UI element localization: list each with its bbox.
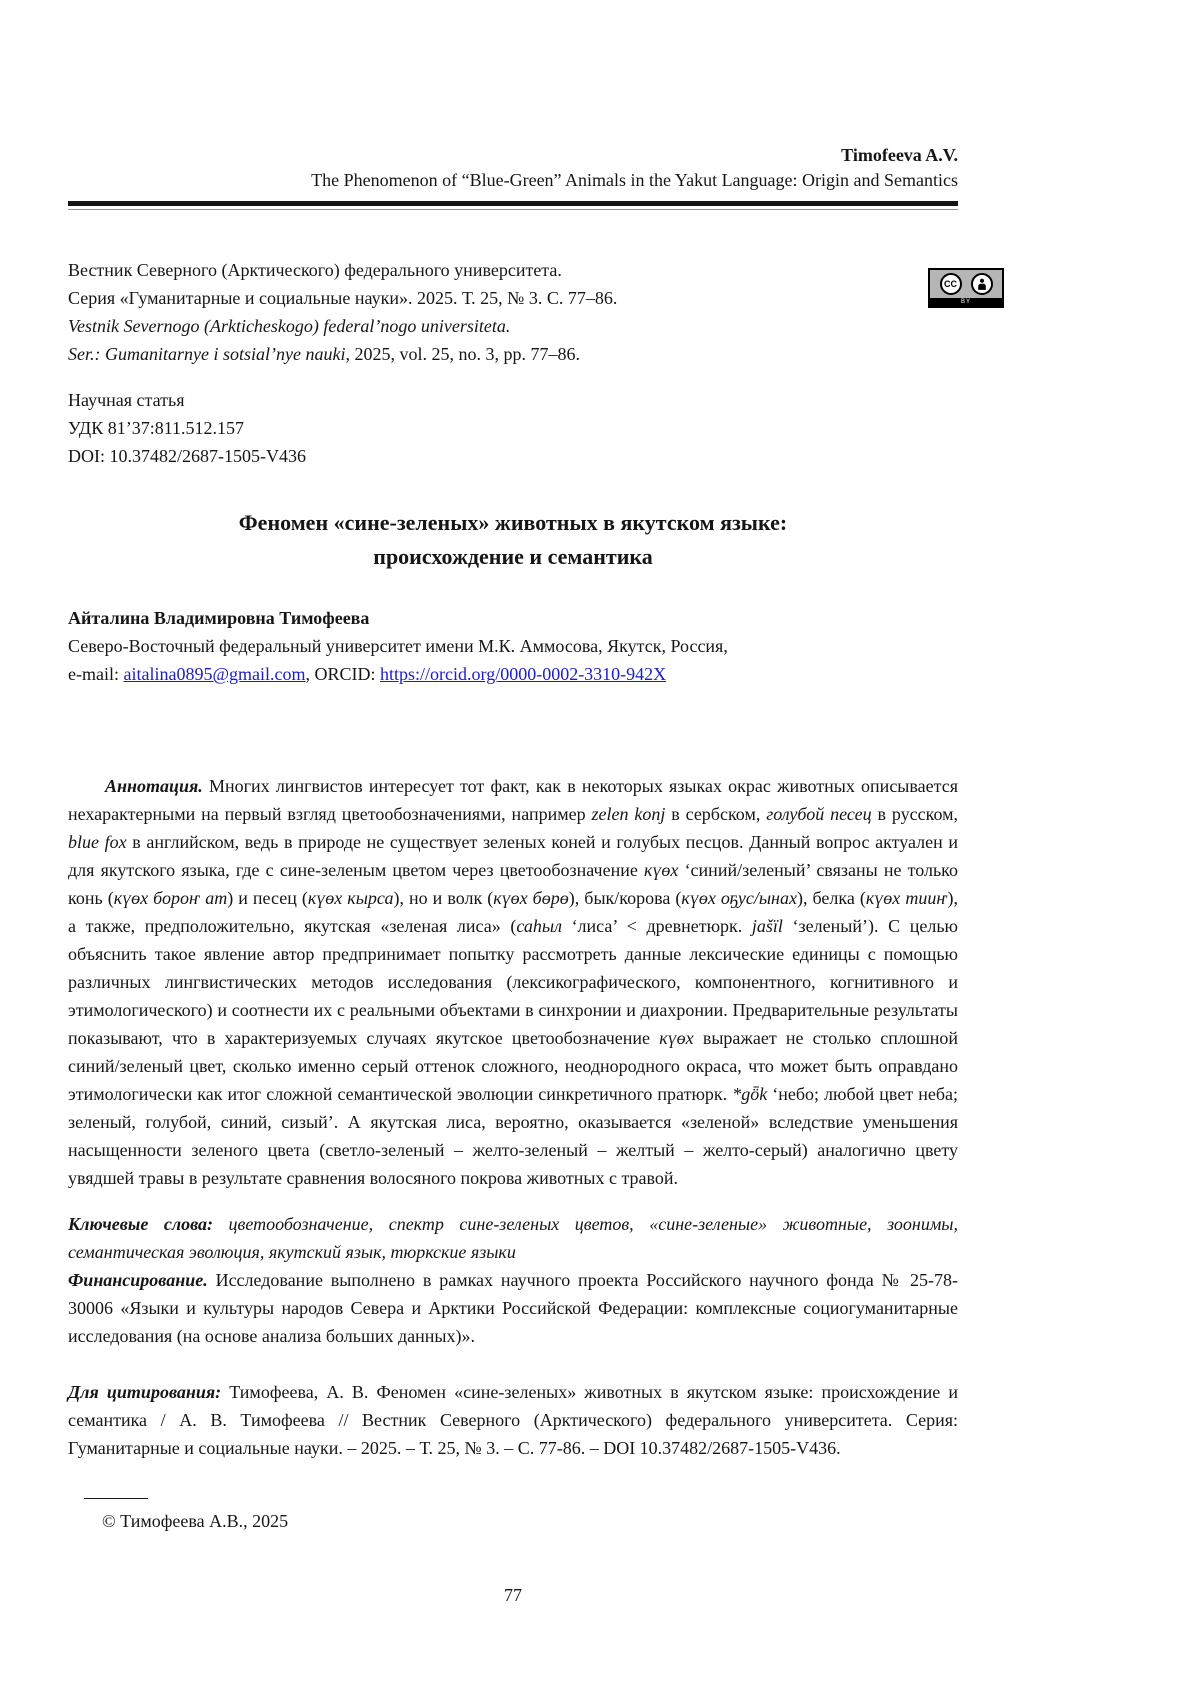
- text-segment: Тимофеева, А. В. Феномен «сине-зеленых» животных в якутском языке: происхождение и семантика / А. В. Тимофеева // Вестник Северного (Арктического) федерального университета. Серия: Гуманитарные и социальные науки. – 2025. – Т. 25, № 3. – С. 77-86. – DOI 10.37482/2687-1505-V436.: [68, 1382, 958, 1458]
- text-segment: Для цитирования:: [68, 1382, 222, 1402]
- udc-number: УДК 81’37:811.512.157: [68, 418, 245, 438]
- text-segment: выражает не столько сплошной синий/зеленый цвет, сколько именно серый оттенок сложного, неоднородного окраса, что может быть оправдано этимологически как итог сложной семантической эволюции синкретичного пратюрк.: [68, 1028, 959, 1104]
- article-meta-block: [68, 386, 958, 470]
- text-segment: ‘лиса’ < древнетюрк.: [561, 916, 752, 936]
- doi-number: DOI: 10.37482/2687-1505-V436: [68, 446, 306, 466]
- attribution-person-icon: [971, 273, 993, 295]
- footnote-rule: [84, 1498, 148, 1499]
- page-content: [68, 0, 971, 1609]
- article-title-line2: происхождение и семантика: [373, 544, 653, 569]
- header-rule-thick: [68, 201, 958, 206]
- text-segment: ‘синий/зеленый’ связаны не только конь (: [68, 860, 958, 908]
- text-segment: Исследование выполнено в рамках научного проекта Российского научного фонда № 25-78-30006 «Языки и культуры народов Севера и Арктики Российской Федерации: комплексные социогуманитарные исследования (на основе анализа больших данных)».: [68, 1270, 958, 1346]
- text-segment: ), бык/корова (: [568, 888, 682, 908]
- text-segment: в русском,: [871, 804, 958, 824]
- article-title-line1: Феномен «сине-зеленых» животных в якутском языке:: [238, 510, 788, 535]
- text-segment: Vestnik Severnogo (Arkticheskogo) federal’nogo universiteta.: [68, 316, 511, 336]
- journal-ref-ru-line2: Серия «Гуманитарные и социальные науки». 2025. Т. 25, № 3. С. 77–86.: [68, 288, 618, 308]
- text-segment: zelen konj: [591, 804, 666, 824]
- author-contact-line: [68, 660, 958, 688]
- text-segment: ), белка (: [796, 888, 866, 908]
- text-segment: күөх: [659, 1028, 694, 1048]
- article-type: Научная статья: [68, 390, 185, 410]
- copyright-note: © Тимофеева А.В., 2025: [102, 1511, 289, 1531]
- cc-by-badge: [928, 268, 1004, 308]
- text-segment: Многих лингвистов интересует тот факт, как в некоторых языках окрас животных описывается нехарактерными на первый взгляд цветообозначениями, например: [68, 776, 958, 824]
- author-affiliation: Северо-Восточный федеральный университет имени М.К. Аммосова, Якутск, Россия,: [68, 636, 728, 656]
- text-segment: цветообозначение, спектр сине-зеленых цветов, «сине-зеленые» животные, зоонимы, семантическая эволюция, якутский язык, тюркские языки: [68, 1214, 958, 1262]
- email-link[interactable]: aitalina0895@gmail.com: [123, 664, 306, 684]
- abstract-paragraph: [68, 772, 958, 1192]
- text-segment: , 2025, vol. 25, no. 3, pp. 77–86.: [345, 344, 580, 364]
- journal-ref-translit-line2: [68, 340, 958, 368]
- text-segment: *gȫk: [732, 1084, 768, 1104]
- text-segment: күөх тииҥ: [865, 888, 948, 908]
- text-segment: ), но и волк (: [393, 888, 494, 908]
- running-head-author: Timofeeva A.V.: [841, 145, 958, 165]
- author-block: [68, 604, 958, 688]
- text-segment: ‘небо; любой цвет неба; зеленый, голубой, синий, сизый’. А якутская лиса, вероятно, оказывается «зеленой» вследствие уменьшения насыщенности зеленого цвета (светло-зеленый – желто-зеленый – желтый – желто-серый) аналогично цвету увядшей травы в результате сравнения волосяного покрова животных с травой.: [68, 1084, 958, 1188]
- orcid-link[interactable]: https://orcid.org/0000-0002-3310-942X: [380, 664, 667, 684]
- text-segment: ) и песец (: [227, 888, 308, 908]
- text-segment: Финансирование.: [68, 1270, 208, 1290]
- author-name: Айталина Владимировна Тимофеева: [68, 608, 370, 628]
- text-segment: jašïl: [751, 916, 783, 936]
- text-segment: күөх кырса: [307, 888, 394, 908]
- text-segment: ‘зеленый’). С целью объяснить такое явление автор предпринимает попытку рассмотреть данные лексические единицы с помощью различных лингвистических методов исследования (лексикографического, компонентного, когнитивного и этимологического) и соотнести их с реальными объектами в синхронии и диахронии. Предварительные результаты показывают, что в характеризуемых случаях якутское цветообозначение: [68, 916, 958, 1048]
- funding-paragraph: [68, 1266, 958, 1350]
- cc-by-label: BY: [930, 298, 1002, 306]
- text-segment: Аннотация.: [105, 776, 203, 796]
- keywords-paragraph: [68, 1210, 958, 1266]
- citation-paragraph: [68, 1378, 958, 1462]
- journal-ref-translit-line1: [68, 312, 958, 340]
- text-segment: күөх: [644, 860, 679, 880]
- text-segment: күөх оҕус/ынах: [681, 888, 797, 908]
- text-segment: Ключевые слова:: [68, 1214, 213, 1234]
- text-segment: Ser.: Gumanitarnye i sotsial’nye nauki: [68, 344, 346, 364]
- copyright-footnote: [68, 1498, 958, 1535]
- text-segment: күөх бөрө: [493, 888, 569, 908]
- page-number: 77: [504, 1585, 522, 1605]
- running-head-title: The Phenomenon of “Blue-Green” Animals in the Yakut Language: Origin and Semantics: [311, 170, 958, 190]
- text-segment: blue fox: [68, 832, 127, 852]
- header-rule-thin: [68, 209, 958, 210]
- text-segment: ), а также, предположительно, якутская «зеленая лиса» (: [68, 888, 959, 936]
- text-segment: e-mail:: [68, 664, 124, 684]
- text-segment: в сербском,: [665, 804, 767, 824]
- journal-reference-block: [68, 256, 971, 368]
- text-segment: күөх бороҥ ат: [113, 888, 228, 908]
- text-segment: в английском, ведь в природе не существует зеленых коней и голубых песцов. Данный вопрос актуален и для якутского языка, где с сине-зеленым цветом через цветообозначение: [68, 832, 959, 880]
- text-segment: саһыл: [516, 916, 562, 936]
- running-head: [68, 144, 958, 192]
- cc-icon: CC: [940, 273, 962, 295]
- journal-ref-ru-line1: Вестник Северного (Арктического) федерального университета.: [68, 260, 562, 280]
- cc-badge-icons: [930, 270, 1002, 298]
- article-title: [68, 506, 958, 574]
- text-segment: голубой песец: [766, 804, 872, 824]
- text-segment: , ORCID:: [305, 664, 381, 684]
